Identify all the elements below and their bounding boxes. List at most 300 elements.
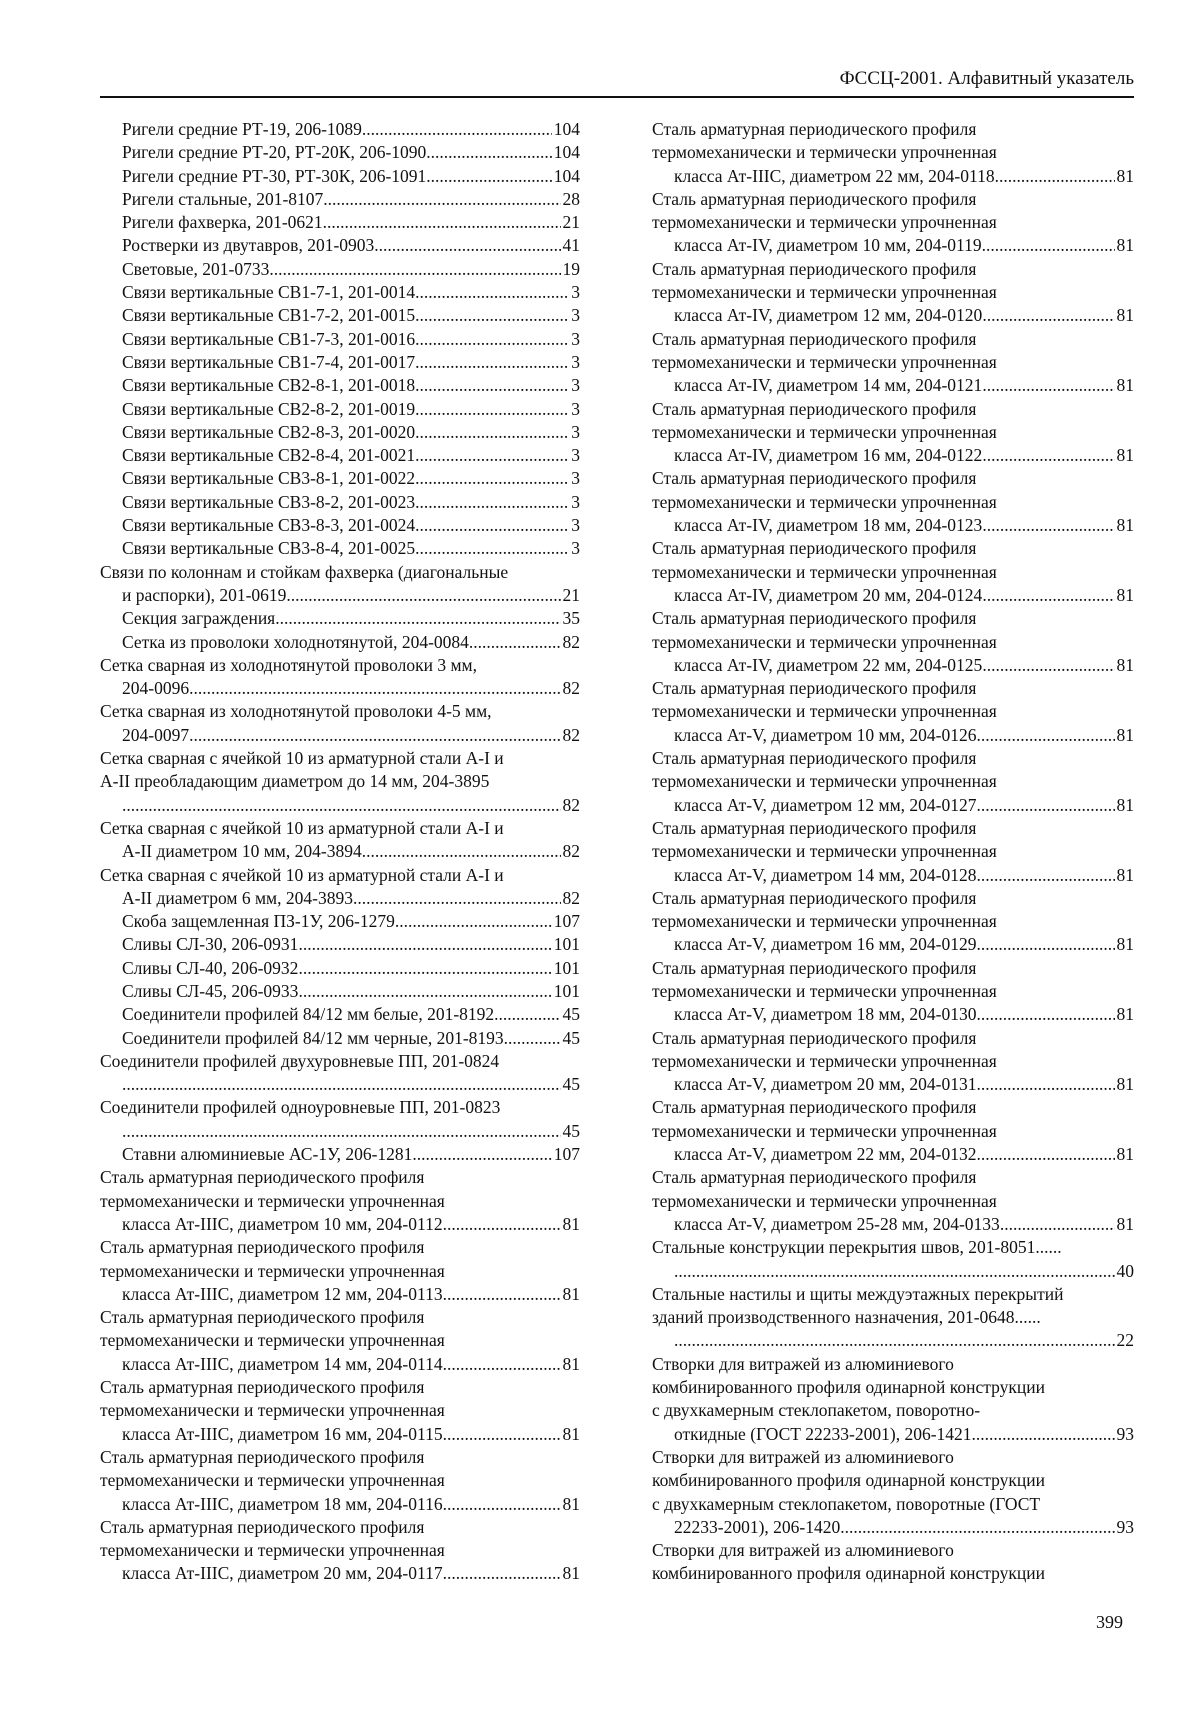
index-entry-line: термомеханически и термически упрочненная <box>652 980 997 1001</box>
index-entry-line: термомеханически и термически упрочненная <box>652 701 997 722</box>
index-entry-text: Связи вертикальные СВ2-8-4, 201-0021 <box>122 445 416 466</box>
index-entry-line: Сталь арматурная периодического профиля <box>652 328 977 349</box>
dot-leader <box>189 724 560 747</box>
index-entry-text: Связи вертикальные СВ2-8-2, 201-0019 <box>122 398 416 419</box>
index-entry-page: 81 <box>1116 235 1134 256</box>
dot-leader <box>674 1329 1115 1352</box>
index-entry-line: термомеханически и термически упрочненная <box>100 1400 445 1421</box>
index-entry <box>652 1353 1134 1446</box>
index-entry-line: Сетка сварная с ячейкой 10 из арматурной стали А-I и <box>100 864 504 885</box>
index-entry-line: термомеханически и термически упрочненная <box>100 1330 445 1351</box>
index-entry-text: Сетка из проволоки холоднотянутой, 204-0084 <box>122 631 469 652</box>
index-entry-text: и распорки), 201-0619 <box>122 584 287 605</box>
index-entry <box>100 1143 580 1166</box>
dot-leader <box>362 118 552 141</box>
index-entry-line: Сетка сварная из холоднотянутой проволоки 4-5 мм, <box>100 701 492 722</box>
index-entry <box>652 1539 1134 1586</box>
index-entry-page: 81 <box>1116 654 1134 675</box>
index-entry <box>652 328 1134 398</box>
index-entry-line: термомеханически и термически упрочненная <box>100 1540 445 1561</box>
index-entry-line: А-II преобладающим диаметром до 14 мм, 204-3895 <box>100 771 490 792</box>
index-column-right <box>652 118 1134 1586</box>
index-entry-page: 81 <box>562 1353 580 1374</box>
index-entry-text: класса Ат-IIIС, диаметром 14 мм, 204-0114 <box>122 1353 443 1374</box>
index-entry-page: 81 <box>1116 305 1134 326</box>
index-entry-page: 3 <box>571 351 580 372</box>
index-entry-page: 35 <box>562 608 580 629</box>
dot-leader <box>443 1562 561 1585</box>
dot-leader <box>415 328 569 351</box>
dot-leader <box>995 165 1115 188</box>
index-entry <box>652 188 1134 258</box>
index-entry-line: комбинированного профиля одинарной конструкции <box>652 1563 1045 1584</box>
index-entry <box>100 1446 580 1516</box>
dot-leader <box>443 1353 561 1376</box>
index-entry-text: 22233-2001), 206-1420 <box>674 1516 841 1537</box>
index-entry-line: Сталь арматурная периодического профиля <box>652 398 977 419</box>
index-entry-line: термомеханически и термически упрочненная <box>652 1190 997 1211</box>
index-entry <box>652 677 1134 747</box>
index-entry-page: 3 <box>571 515 580 536</box>
index-entry-page: 81 <box>1116 1074 1134 1095</box>
index-entry-line: термомеханически и термически упрочненная <box>652 771 997 792</box>
dot-leader <box>298 957 551 980</box>
index-entry-text: Сливы СЛ-45, 206-0933 <box>122 980 299 1001</box>
dot-leader <box>982 514 1114 537</box>
index-entry-page: 101 <box>553 934 580 955</box>
index-entry-text: 204-0097 <box>122 724 190 745</box>
index-entry-line: Створки для витражей из алюминиевого <box>652 1540 954 1561</box>
index-entry-text: класса Ат-IV, диаметром 16 мм, 204-0122 <box>674 445 983 466</box>
index-entry-text: класса Ат-IIIС, диаметром 22 мм, 204-0118 <box>674 165 995 186</box>
index-entry-page: 81 <box>1116 584 1134 605</box>
index-entry-text: класса Ат-IIIС, диаметром 16 мм, 204-0115 <box>122 1423 443 1444</box>
index-entry-text: Связи вертикальные СВ2-8-3, 201-0020 <box>122 421 416 442</box>
dot-leader <box>415 351 569 374</box>
dot-leader <box>395 910 552 933</box>
index-entry <box>100 281 580 304</box>
index-entry-page: 81 <box>1116 165 1134 186</box>
index-entry-page: 104 <box>553 142 580 163</box>
index-entry-page: 45 <box>562 1004 580 1025</box>
dot-leader <box>415 421 569 444</box>
index-entry-line: Сталь арматурная периодического профиля <box>652 1167 977 1188</box>
index-entry-line: термомеханически и термически упрочненная <box>652 351 997 372</box>
index-entry-text: Секция заграждения <box>122 608 276 629</box>
index-entry <box>100 444 580 467</box>
index-entry-page: 81 <box>562 1213 580 1234</box>
index-entry <box>100 747 580 817</box>
index-entry <box>652 118 1134 188</box>
index-entry-line: Створки для витражей из алюминиевого <box>652 1353 954 1374</box>
index-entry <box>652 1166 1134 1236</box>
dot-leader <box>415 537 569 560</box>
index-entry-page: 93 <box>1116 1516 1134 1537</box>
index-entry <box>652 1283 1134 1353</box>
index-entry-text: класса Ат-V, диаметром 25-28 мм, 204-0133 <box>674 1213 1000 1234</box>
index-entry-page: 93 <box>1116 1423 1134 1444</box>
index-entry-page: 82 <box>562 678 580 699</box>
dot-leader <box>415 491 569 514</box>
index-entry-line: Сталь арматурная периодического профиля <box>100 1446 425 1467</box>
dot-leader <box>494 1003 560 1026</box>
index-entry-text: Связи вертикальные СВ2-8-1, 201-0018 <box>122 375 416 396</box>
index-entry-line: Створки для витражей из алюминиевого <box>652 1446 954 1467</box>
dot-leader <box>269 258 560 281</box>
index-entry-text: класса Ат-IIIС, диаметром 20 мм, 204-0117 <box>122 1563 443 1584</box>
index-entry <box>100 141 580 164</box>
index-entry-page: 3 <box>571 282 580 303</box>
index-entry <box>100 561 580 608</box>
index-entry-page: 45 <box>562 1120 580 1141</box>
index-entry-page: 82 <box>562 887 580 908</box>
index-entry-line: Сталь арматурная периодического профиля <box>100 1167 425 1188</box>
dot-leader <box>415 398 569 421</box>
dot-leader <box>298 933 551 956</box>
index-entry-page: 81 <box>1116 1004 1134 1025</box>
index-entry-text: Ригели средние РТ-30, РТ-30К, 206-1091 <box>122 165 427 186</box>
index-entry <box>100 374 580 397</box>
dot-leader <box>415 304 569 327</box>
index-entry-page: 3 <box>571 375 580 396</box>
index-entry-page: 3 <box>571 491 580 512</box>
index-entry-page: 81 <box>562 1493 580 1514</box>
dot-leader <box>323 211 561 234</box>
index-entry <box>652 258 1134 328</box>
index-entry-line: Сталь арматурная периодического профиля <box>100 1516 425 1537</box>
index-entry-line: Соединители профилей двухуровневые ПП, 201-0824 <box>100 1050 500 1071</box>
dot-leader <box>982 444 1114 467</box>
index-entry-text: класса Ат-V, диаметром 18 мм, 204-0130 <box>674 1004 977 1025</box>
index-entry <box>100 1236 580 1306</box>
dot-leader <box>415 467 569 490</box>
index-entry-page: 82 <box>562 724 580 745</box>
index-entry-line: термомеханически и термически упрочненная <box>652 1050 997 1071</box>
index-entry <box>652 1446 1134 1539</box>
index-entry-text: Ригели средние РТ-19, 206-1089 <box>122 119 362 139</box>
index-entry-line: Сталь арматурная периодического профиля <box>652 957 977 978</box>
index-entry-line: Сталь арматурная периодического профиля <box>652 258 977 279</box>
index-entry-line: Сетка сварная с ячейкой 10 из арматурной стали А-I и <box>100 748 504 769</box>
index-entry-text: Ростверки из двутавров, 201-0903 <box>122 235 375 256</box>
index-entry <box>100 1516 580 1586</box>
index-entry-page: 45 <box>562 1074 580 1095</box>
index-entry <box>100 910 580 933</box>
index-entry-page: 81 <box>1116 1213 1134 1234</box>
index-entry-line: Сталь арматурная периодического профиля <box>652 887 977 908</box>
index-entry <box>100 864 580 911</box>
dot-leader <box>353 887 561 910</box>
dot-leader <box>122 1073 561 1096</box>
index-entry-line: термомеханически и термически упрочненная <box>100 1260 445 1281</box>
index-entry-line: термомеханически и термически упрочненная <box>652 631 997 652</box>
index-entry-line: термомеханически и термически упрочненная <box>652 911 997 932</box>
dot-leader <box>982 304 1114 327</box>
dot-leader <box>122 1120 561 1143</box>
index-entry <box>100 328 580 351</box>
index-entry-text: 204-0096 <box>122 678 190 699</box>
page-header <box>100 62 1134 98</box>
index-entry <box>100 351 580 374</box>
index-entry-page: 3 <box>571 445 580 466</box>
index-entry-page: 21 <box>562 212 580 233</box>
dot-leader <box>976 864 1114 887</box>
index-entry <box>652 747 1134 817</box>
dot-leader <box>426 165 551 188</box>
page-number: 399 <box>1096 1612 1123 1632</box>
index-entry-text: Световые, 201-0733 <box>122 258 270 279</box>
index-entry <box>652 817 1134 887</box>
index-entry <box>652 1027 1134 1097</box>
index-entry-line: с двухкамерным стеклопакетом, поворотные (ГОСТ <box>652 1493 1041 1514</box>
index-entry-line: Сталь арматурная периодического профиля <box>652 608 977 629</box>
index-entry-line: Сталь арматурная периодического профиля <box>100 1377 425 1398</box>
dot-leader <box>443 1493 561 1516</box>
index-entry-line: термомеханически и термически упрочненная <box>100 1470 445 1491</box>
index-entry-line: Сталь арматурная периодического профиля <box>652 748 977 769</box>
index-entry <box>100 1376 580 1446</box>
index-entry <box>100 467 580 490</box>
index-entry-text: Ригели средние РТ-20, РТ-20К, 206-1090 <box>122 142 427 163</box>
index-entry-line: термомеханически и термически упрочненная <box>652 841 997 862</box>
index-entry-page: 101 <box>553 980 580 1001</box>
index-entry-line: Стальные настилы и щиты междуэтажных перекрытий <box>652 1283 1064 1304</box>
index-entry-page: 3 <box>571 538 580 559</box>
index-entry <box>652 467 1134 537</box>
dot-leader <box>1000 1213 1115 1236</box>
index-entry-line: Сталь арматурная периодического профиля <box>652 538 977 559</box>
index-entry-page: 81 <box>562 1563 580 1584</box>
dot-leader <box>982 374 1114 397</box>
index-entry-page: 22 <box>1116 1330 1134 1351</box>
index-entry <box>100 1096 580 1143</box>
dot-leader <box>189 677 560 700</box>
index-entry <box>100 654 580 701</box>
index-entry-page: 81 <box>1116 1144 1134 1165</box>
index-entry-line: Сталь арматурная периодического профиля <box>652 188 977 209</box>
index-entry-text: А-II диаметром 6 мм, 204-3893 <box>122 887 353 908</box>
index-entry-line: комбинированного профиля одинарной конструкции <box>652 1377 1045 1398</box>
index-entry <box>100 607 580 630</box>
index-entry-line: Сетка сварная из холоднотянутой проволоки 3 мм, <box>100 654 477 675</box>
dot-leader <box>976 1073 1114 1096</box>
index-entry-line: термомеханически и термически упрочненная <box>652 421 997 442</box>
dot-leader <box>286 584 560 607</box>
index-entry-line: Связи по колоннам и стойкам фахверка (диагональные <box>100 561 509 582</box>
index-entry-line: Стальные конструкции перекрытия швов, 201-8051...... <box>652 1237 1062 1258</box>
index-entry <box>100 304 580 327</box>
dot-leader <box>275 607 560 630</box>
index-entry-page: 107 <box>553 911 580 932</box>
index-entry-text: класса Ат-IV, диаметром 20 мм, 204-0124 <box>674 584 983 605</box>
index-entry-page: 104 <box>553 165 580 186</box>
dot-leader <box>972 1423 1115 1446</box>
index-entry-line: Сталь арматурная периодического профиля <box>652 678 977 699</box>
index-entry <box>652 887 1134 957</box>
index-entry-page: 21 <box>562 584 580 605</box>
index-entry-line: Сталь арматурная периодического профиля <box>652 817 977 838</box>
index-entry-page: 3 <box>571 305 580 326</box>
index-entry <box>652 607 1134 677</box>
index-entry-line: Сталь арматурная периодического профиля <box>100 1307 425 1328</box>
index-entry <box>100 165 580 188</box>
index-entry <box>100 491 580 514</box>
index-entry-page: 82 <box>562 794 580 815</box>
dot-leader <box>982 654 1114 677</box>
index-entry-text: А-II диаметром 10 мм, 204-3894 <box>122 841 362 862</box>
dot-leader <box>982 234 1115 257</box>
dot-leader <box>976 1143 1114 1166</box>
dot-leader <box>443 1283 561 1306</box>
index-entry-page: 81 <box>562 1423 580 1444</box>
index-entry-page: 3 <box>571 398 580 419</box>
dot-leader <box>374 234 560 257</box>
index-entry <box>100 234 580 257</box>
index-entry-page: 104 <box>553 119 580 139</box>
index-entry-page: 41 <box>562 235 580 256</box>
index-entry <box>652 537 1134 607</box>
index-entry <box>100 1003 580 1026</box>
index-entry-page: 3 <box>571 421 580 442</box>
index-entry-text: класса Ат-IV, диаметром 10 мм, 204-0119 <box>674 235 982 256</box>
index-entry-page: 81 <box>562 1283 580 1304</box>
index-entry-text: Сливы СЛ-40, 206-0932 <box>122 957 299 978</box>
index-entry-line: Сталь арматурная периодического профиля <box>100 1237 425 1258</box>
dot-leader <box>412 1143 551 1166</box>
index-entry-text: Связи вертикальные СВ1-7-1, 201-0014 <box>122 282 416 303</box>
index-entry-page: 107 <box>553 1144 580 1165</box>
index-entry-page: 81 <box>1116 934 1134 955</box>
dot-leader <box>298 980 551 1003</box>
index-entry-text: класса Ат-IV, диаметром 12 мм, 204-0120 <box>674 305 983 326</box>
index-entry-page: 19 <box>562 258 580 279</box>
index-entry <box>100 188 580 211</box>
index-entry-page: 28 <box>562 188 580 209</box>
dot-leader <box>674 1260 1115 1283</box>
index-entry-line: Сталь арматурная периодического профиля <box>652 1027 977 1048</box>
index-entry-text: Связи вертикальные СВ3-8-2, 201-0023 <box>122 491 416 512</box>
index-entry-text: класса Ат-IV, диаметром 18 мм, 204-0123 <box>674 515 983 536</box>
index-entry-line: термомеханически и термически упрочненная <box>652 1120 997 1141</box>
dot-leader <box>426 141 551 164</box>
index-entry-page: 82 <box>562 841 580 862</box>
index-entry <box>100 933 580 956</box>
dot-leader <box>469 631 561 654</box>
dot-leader <box>976 933 1114 956</box>
index-entry-text: класса Ат-IV, диаметром 14 мм, 204-0121 <box>674 375 983 396</box>
index-entry-text: Ригели стальные, 201-8107 <box>122 188 324 209</box>
index-entry <box>100 700 580 747</box>
index-entry-page: 81 <box>1116 724 1134 745</box>
index-entry-line: термомеханически и термически упрочненная <box>652 561 997 582</box>
dot-leader <box>362 840 561 863</box>
index-entry-text: класса Ат-V, диаметром 12 мм, 204-0127 <box>674 794 977 815</box>
index-entry-text: класса Ат-V, диаметром 16 мм, 204-0129 <box>674 934 977 955</box>
index-entry <box>100 631 580 654</box>
index-entry <box>100 1050 580 1097</box>
running-title: ФССЦ-2001. Алфавитный указатель <box>839 68 1134 89</box>
index-entry <box>100 421 580 444</box>
index-entry <box>100 980 580 1003</box>
dot-leader <box>323 188 560 211</box>
index-entry-line: с двухкамерным стеклопакетом, поворотно- <box>652 1400 981 1421</box>
index-entry-line: Сталь арматурная периодического профиля <box>652 1097 977 1118</box>
dot-leader <box>443 1423 561 1446</box>
index-entry-text: класса Ат-IIIС, диаметром 10 мм, 204-0112 <box>122 1213 443 1234</box>
index-entry <box>100 211 580 234</box>
index-entry-text: откидные (ГОСТ 22233-2001), 206-1421 <box>674 1423 972 1444</box>
index-entry <box>100 1306 580 1376</box>
index-entry <box>652 957 1134 1027</box>
index-entry-page: 81 <box>1116 445 1134 466</box>
dot-leader <box>976 1003 1114 1026</box>
dot-leader <box>443 1213 561 1236</box>
index-entry <box>100 514 580 537</box>
index-entry-text: класса Ат-V, диаметром 20 мм, 204-0131 <box>674 1074 977 1095</box>
index-entry-line: термомеханически и термически упрочненная <box>652 142 997 163</box>
dot-leader <box>504 1027 561 1050</box>
index-entry-line: Сталь арматурная периодического профиля <box>652 119 977 139</box>
index-entry-page: 81 <box>1116 794 1134 815</box>
index-entry <box>100 118 580 141</box>
index-entry-text: класса Ат-IV, диаметром 22 мм, 204-0125 <box>674 654 983 675</box>
index-entry <box>100 537 580 560</box>
index-entry <box>100 1027 580 1050</box>
index-entry-text: Связи вертикальные СВ1-7-4, 201-0017 <box>122 351 416 372</box>
dot-leader <box>840 1516 1114 1539</box>
index-entry <box>652 1236 1134 1283</box>
index-entry <box>100 817 580 864</box>
index-entry-text: Связи вертикальные СВ3-8-4, 201-0025 <box>122 538 416 559</box>
index-entry-text: Связи вертикальные СВ3-8-1, 201-0022 <box>122 468 416 489</box>
index-entry-text: класса Ат-V, диаметром 10 мм, 204-0126 <box>674 724 977 745</box>
index-entry-text: Ригели фахверка, 201-0621 <box>122 212 323 233</box>
index-entry-line: Соединители профилей одноуровневые ПП, 201-0823 <box>100 1097 501 1118</box>
index-entry-line: Сетка сварная с ячейкой 10 из арматурной стали А-I и <box>100 817 504 838</box>
index-entry-page: 40 <box>1116 1260 1134 1281</box>
index-entry-page: 3 <box>571 468 580 489</box>
index-entry <box>100 957 580 980</box>
dot-leader <box>122 794 561 817</box>
index-entry-text: класса Ат-IIIС, диаметром 12 мм, 204-0113 <box>122 1283 443 1304</box>
index-entry <box>652 398 1134 468</box>
dot-leader <box>415 281 569 304</box>
index-entry-page: 82 <box>562 631 580 652</box>
index-entry-text: Скоба защемленная ПЗ-1У, 206-1279 <box>122 911 395 932</box>
index-entry-text: Ставни алюминиевые АС-1У, 206-1281 <box>122 1144 413 1165</box>
index-entry <box>100 1166 580 1236</box>
index-entry-line: комбинированного профиля одинарной конструкции <box>652 1470 1045 1491</box>
dot-leader <box>415 444 569 467</box>
index-entry <box>100 398 580 421</box>
dot-leader <box>976 724 1114 747</box>
index-entry <box>100 258 580 281</box>
index-entry-text: Связи вертикальные СВ1-7-3, 201-0016 <box>122 328 416 349</box>
index-entry-text: класса Ат-V, диаметром 14 мм, 204-0128 <box>674 864 977 885</box>
index-entry-text: Связи вертикальные СВ1-7-2, 201-0015 <box>122 305 416 326</box>
index-entry-text: Сливы СЛ-30, 206-0931 <box>122 934 299 955</box>
index-column-left <box>100 118 580 1586</box>
index-entry-page: 81 <box>1116 864 1134 885</box>
index-entry-page: 81 <box>1116 515 1134 536</box>
index-entry-text: Связи вертикальные СВ3-8-3, 201-0024 <box>122 515 416 536</box>
index-entry-text: класса Ат-IIIС, диаметром 18 мм, 204-0116 <box>122 1493 443 1514</box>
index-entry-text: класса Ат-V, диаметром 22 мм, 204-0132 <box>674 1144 977 1165</box>
dot-leader <box>415 374 569 397</box>
dot-leader <box>982 584 1114 607</box>
index-entry <box>652 1096 1134 1166</box>
index-entry-text: Соединители профилей 84/12 мм черные, 201-8193 <box>122 1027 504 1048</box>
